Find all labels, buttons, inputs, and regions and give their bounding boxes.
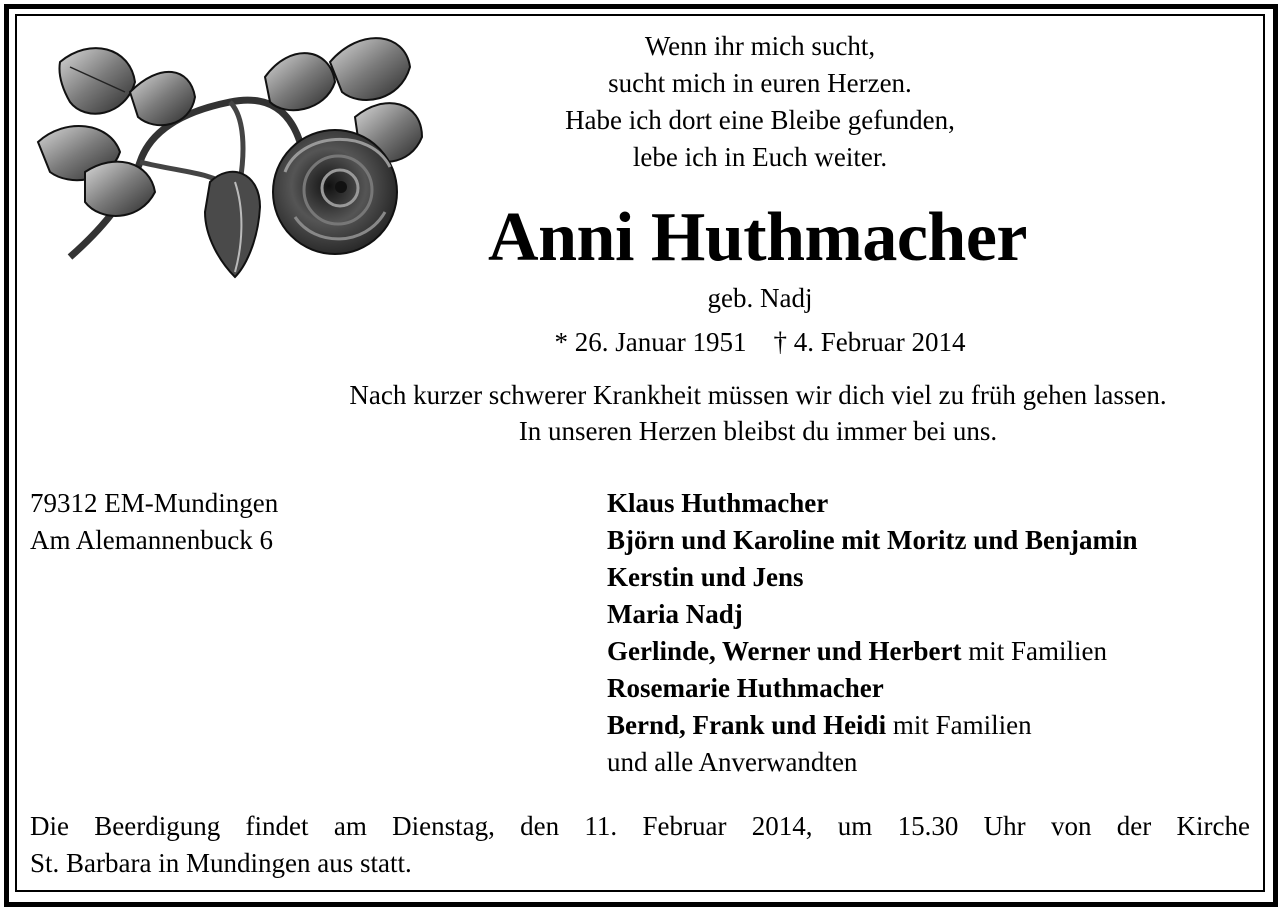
mourner-row: [607, 485, 1138, 522]
funeral-line: Die Beerdigung findet am Dienstag, den 11. Februar 2014, um 15.30 Uhr von der Kirche: [30, 811, 1250, 841]
mourner-row: [607, 596, 1138, 633]
farewell-line: In unseren Herzen bleibst du immer bei uns.: [518, 416, 998, 446]
life-dates: * 26. Januar 1951 † 4. Februar 2014: [554, 327, 966, 357]
mourner-name: Maria Nadj: [607, 599, 743, 629]
mourner-row: [607, 522, 1138, 559]
funeral-notice: [30, 808, 1250, 882]
deceased-name: Anni Huthmacher: [488, 199, 1027, 276]
family-address: [30, 485, 278, 559]
mourner-name: Klaus Huthmacher: [607, 488, 829, 518]
rose-icon: [30, 22, 425, 287]
mourner-name: Rosemarie Huthmacher: [607, 673, 884, 703]
maiden-name: geb. Nadj: [707, 283, 813, 313]
mourner-row: [607, 670, 1138, 707]
funeral-line: St. Barbara in Mundingen aus statt.: [30, 848, 412, 878]
motto-line: Habe ich dort eine Bleibe gefunden,: [565, 105, 955, 135]
mourner-suffix: mit Familien: [886, 710, 1032, 740]
motto-line: Wenn ihr mich sucht,: [644, 31, 876, 61]
address-line: 79312 EM-Mundingen: [30, 488, 279, 518]
mourner-name: Gerlinde, Werner und Herbert: [607, 636, 962, 666]
mourner-suffix: und alle Anverwandten: [607, 747, 858, 777]
mourners-list: [607, 485, 1138, 781]
mourner-suffix: mit Familien: [961, 636, 1107, 666]
mourner-name: Bernd, Frank und Heidi: [607, 710, 887, 740]
farewell-sentence: [250, 377, 1266, 449]
mourner-row: [607, 744, 1138, 781]
mourner-name: Kerstin und Jens: [607, 562, 804, 592]
mourner-name: Björn und Karoline mit Moritz und Benjamin: [607, 525, 1138, 555]
farewell-line: Nach kurzer schwerer Krankheit müssen wir dich viel zu früh gehen lassen.: [349, 380, 1167, 410]
mourner-row: [607, 707, 1138, 744]
motto-verse: [500, 28, 1020, 176]
address-line: Am Alemannenbuck 6: [30, 525, 273, 555]
mourner-row: [607, 559, 1138, 596]
motto-line: sucht mich in euren Herzen.: [608, 68, 912, 98]
motto-line: lebe ich in Euch weiter.: [632, 142, 888, 172]
mourner-row: [607, 633, 1138, 670]
